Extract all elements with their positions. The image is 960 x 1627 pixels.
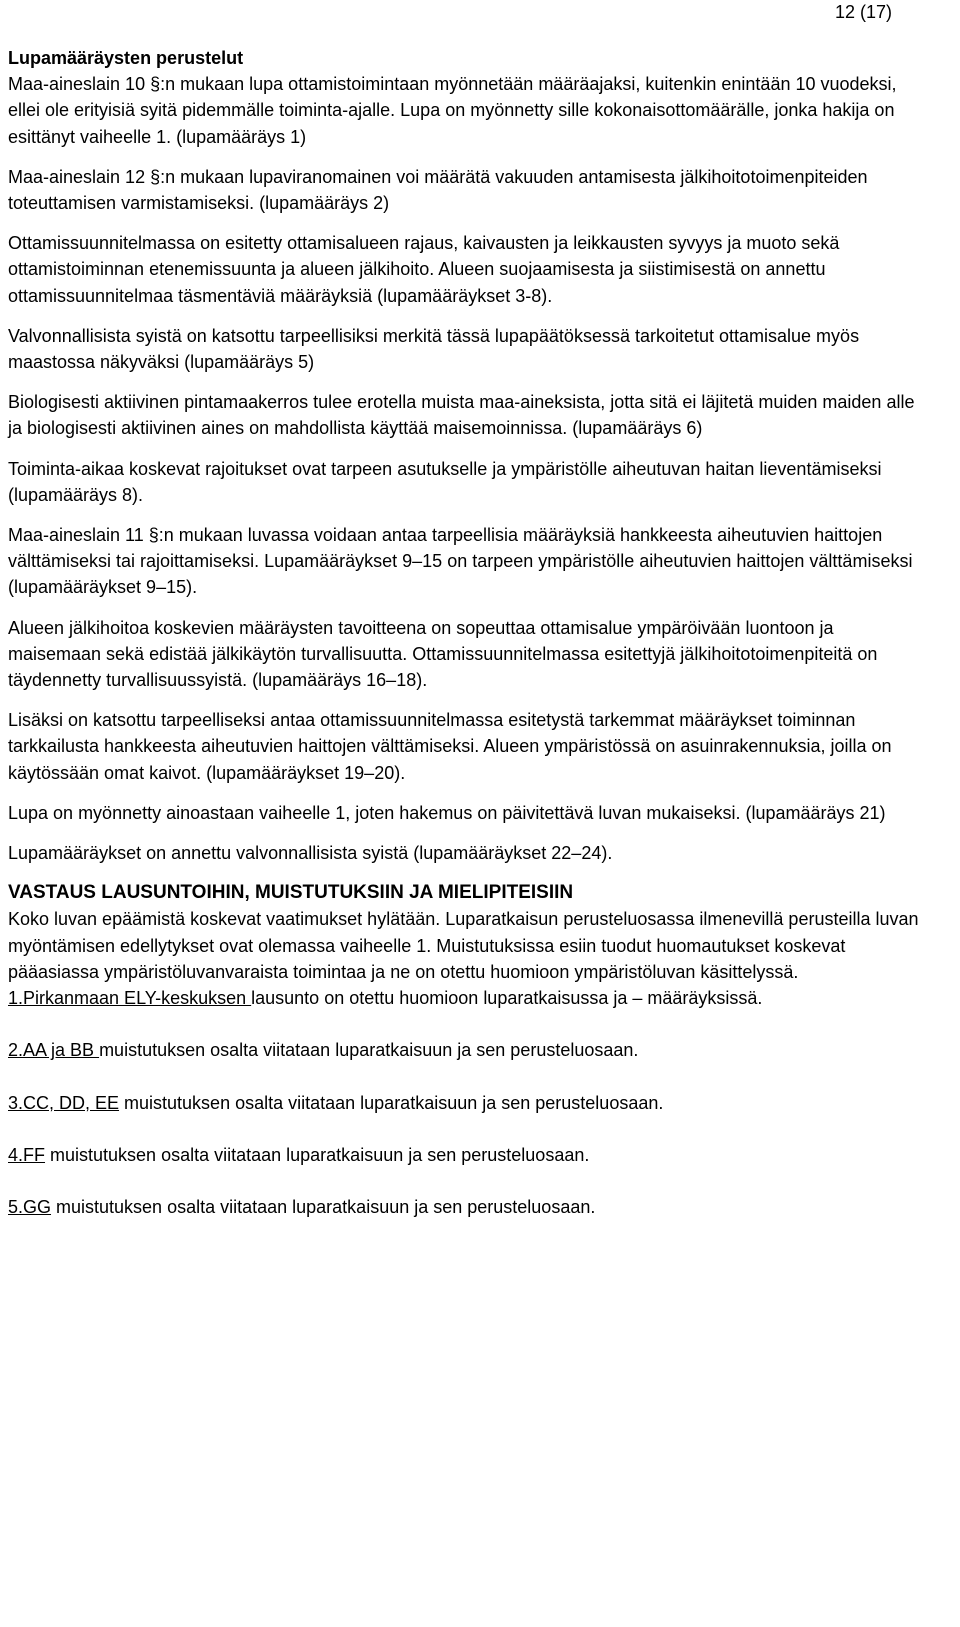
page-number: 12 (17) [834, 2, 892, 22]
list-item [8, 1194, 928, 1220]
paragraph: Koko luvan epäämistä koskevat vaatimukset hylätään. Luparatkaisun perusteluosassa ilmenevillä perusteilla luvan myöntämisen edellytykset ovat olemassa vaiheelle 1. Muistutuksissa esiin tuodut huomautukset koskevat pääasiassa ympäristöluvanvaraista toimintaa ja ne on otettu huomioon ympäristöluvan käsittelyssä. [8, 909, 919, 982]
list-item-text: muistutuksen osalta viitataan luparatkaisuun ja sen perusteluosaan. [51, 1196, 596, 1217]
paragraph: Maa-aineslain 10 §:n mukaan lupa ottamistoimintaan myönnetään määräajaksi, kuitenkin enintään 10 vuodeksi, ellei ole erityisiä syitä pidemmälle toiminta-ajalle. Lupa on myönnetty sille kokonaisottomäärälle, jonka hakija on esittänyt vaiheelle 1. (lupamääräys 1) [8, 74, 897, 147]
list-item-ref: 4.FF [8, 1144, 46, 1165]
list-item [8, 985, 928, 1011]
list-item-ref: 2.AA ja BB [8, 1040, 100, 1061]
paragraph: Alueen jälkihoitoa koskevien määräysten tavoitteena on sopeuttaa ottamisalue ympäröivään luontoon ja maisemaan sekä edistää jälkikäytön turvallisuutta. Ottamissuunnitelmassa esitettyjä jälkihoitotoimenpiteitä on täydennetty turvallisuussyistä. (lupamääräys 16–18). [8, 617, 878, 691]
list-item-text: muistutuksen osalta viitataan luparatkaisuun ja sen perusteluosaan. [99, 1040, 639, 1061]
paragraph: Lupamääräykset on annettu valvonnallisista syistä (lupamääräykset 22–24). [8, 843, 613, 864]
list-item [8, 1090, 928, 1116]
document-body [8, 45, 928, 1246]
section-heading-perustelut: Lupamääräysten perustelut [8, 48, 244, 68]
list-item-ref: 3.CC, DD, EE [8, 1092, 120, 1113]
paragraph: Valvonnallisista syistä on katsottu tarpeellisiksi merkitä tässä lupapäätöksessä tarkoitetut ottamisalue myös maastossa näkyväksi (lupamääräys 5) [8, 325, 860, 373]
list-item-text: lausunto on otettu huomioon luparatkaisussa ja – määräyksissä. [251, 988, 763, 1009]
list-item-ref: 1.Pirkanmaan ELY-keskuksen [8, 988, 252, 1009]
list-item [8, 1142, 928, 1168]
paragraph: Ottamissuunnitelmassa on esitetty ottamisalueen rajaus, kaivausten ja leikkausten syvyys ja muoto sekä ottamistoiminnan etenemissuunta ja alueen jälkihoito. Alueen suojaamisesta ja siistimisestä on annettu ottamissuunnitelmaa täsmentäviä määräyksiä (lupamääräykset 3-8). [8, 233, 840, 306]
paragraph: Toiminta-aikaa koskevat rajoitukset ovat tarpeen asutukselle ja ympäristölle aiheutuvan haitan lieventämiseksi (lupamääräys 8). [8, 458, 882, 505]
list-item-ref: 5.GG [8, 1196, 52, 1217]
paragraph: Lupa on myönnetty ainoastaan vaiheelle 1, joten hakemus on päivitettävä luvan mukaiseksi. (lupamääräys 21) [8, 802, 886, 823]
list-item-text: muistutuksen osalta viitataan luparatkaisuun ja sen perusteluosaan. [119, 1092, 664, 1113]
section-heading-vastaus: VASTAUS LAUSUNTOIHIN, MUISTUTUKSIIN JA MIELIPITEISIIN [8, 882, 574, 904]
paragraph: Maa-aineslain 12 §:n mukaan lupaviranomainen voi määrätä vakuuden antamisesta jälkihoitotoimenpiteiden toteuttamisen varmistamiseksi. (lupamääräys 2) [8, 166, 868, 214]
paragraph: Maa-aineslain 11 §:n mukaan luvassa voidaan antaa tarpeellisia määräyksiä hankkeesta aiheutuvien haittojen välttämiseksi tai rajoittamiseksi. Lupamääräykset 9–15 on tarpeen ympäristölle aiheutuvien haittojen välttämiseksi (lupamääräykset 9–15). [8, 525, 913, 598]
paragraph: Biologisesti aktiivinen pintamaakerros tulee erotella muista maa-aineksista, jotta sitä ei läjitetä muiden maiden alle ja biologisesti aktiivinen aines on mahdollista käyttää maisemoinnissa. (lupamääräys 6) [8, 392, 915, 439]
list-item-text: muistutuksen osalta viitataan luparatkaisuun ja sen perusteluosaan. [45, 1144, 590, 1165]
paragraph: Lisäksi on katsottu tarpeelliseksi antaa ottamissuunnitelmassa esitetystä tarkemmat määräykset toiminnan tarkkailusta hankkeesta aiheutuvien haittojen välttämiseksi. Alueen ympäristössä on asuinrakennuksia, joilla on käytössään omat kaivot. (lupamääräykset 19–20). [8, 710, 892, 783]
list-item [8, 1037, 928, 1063]
